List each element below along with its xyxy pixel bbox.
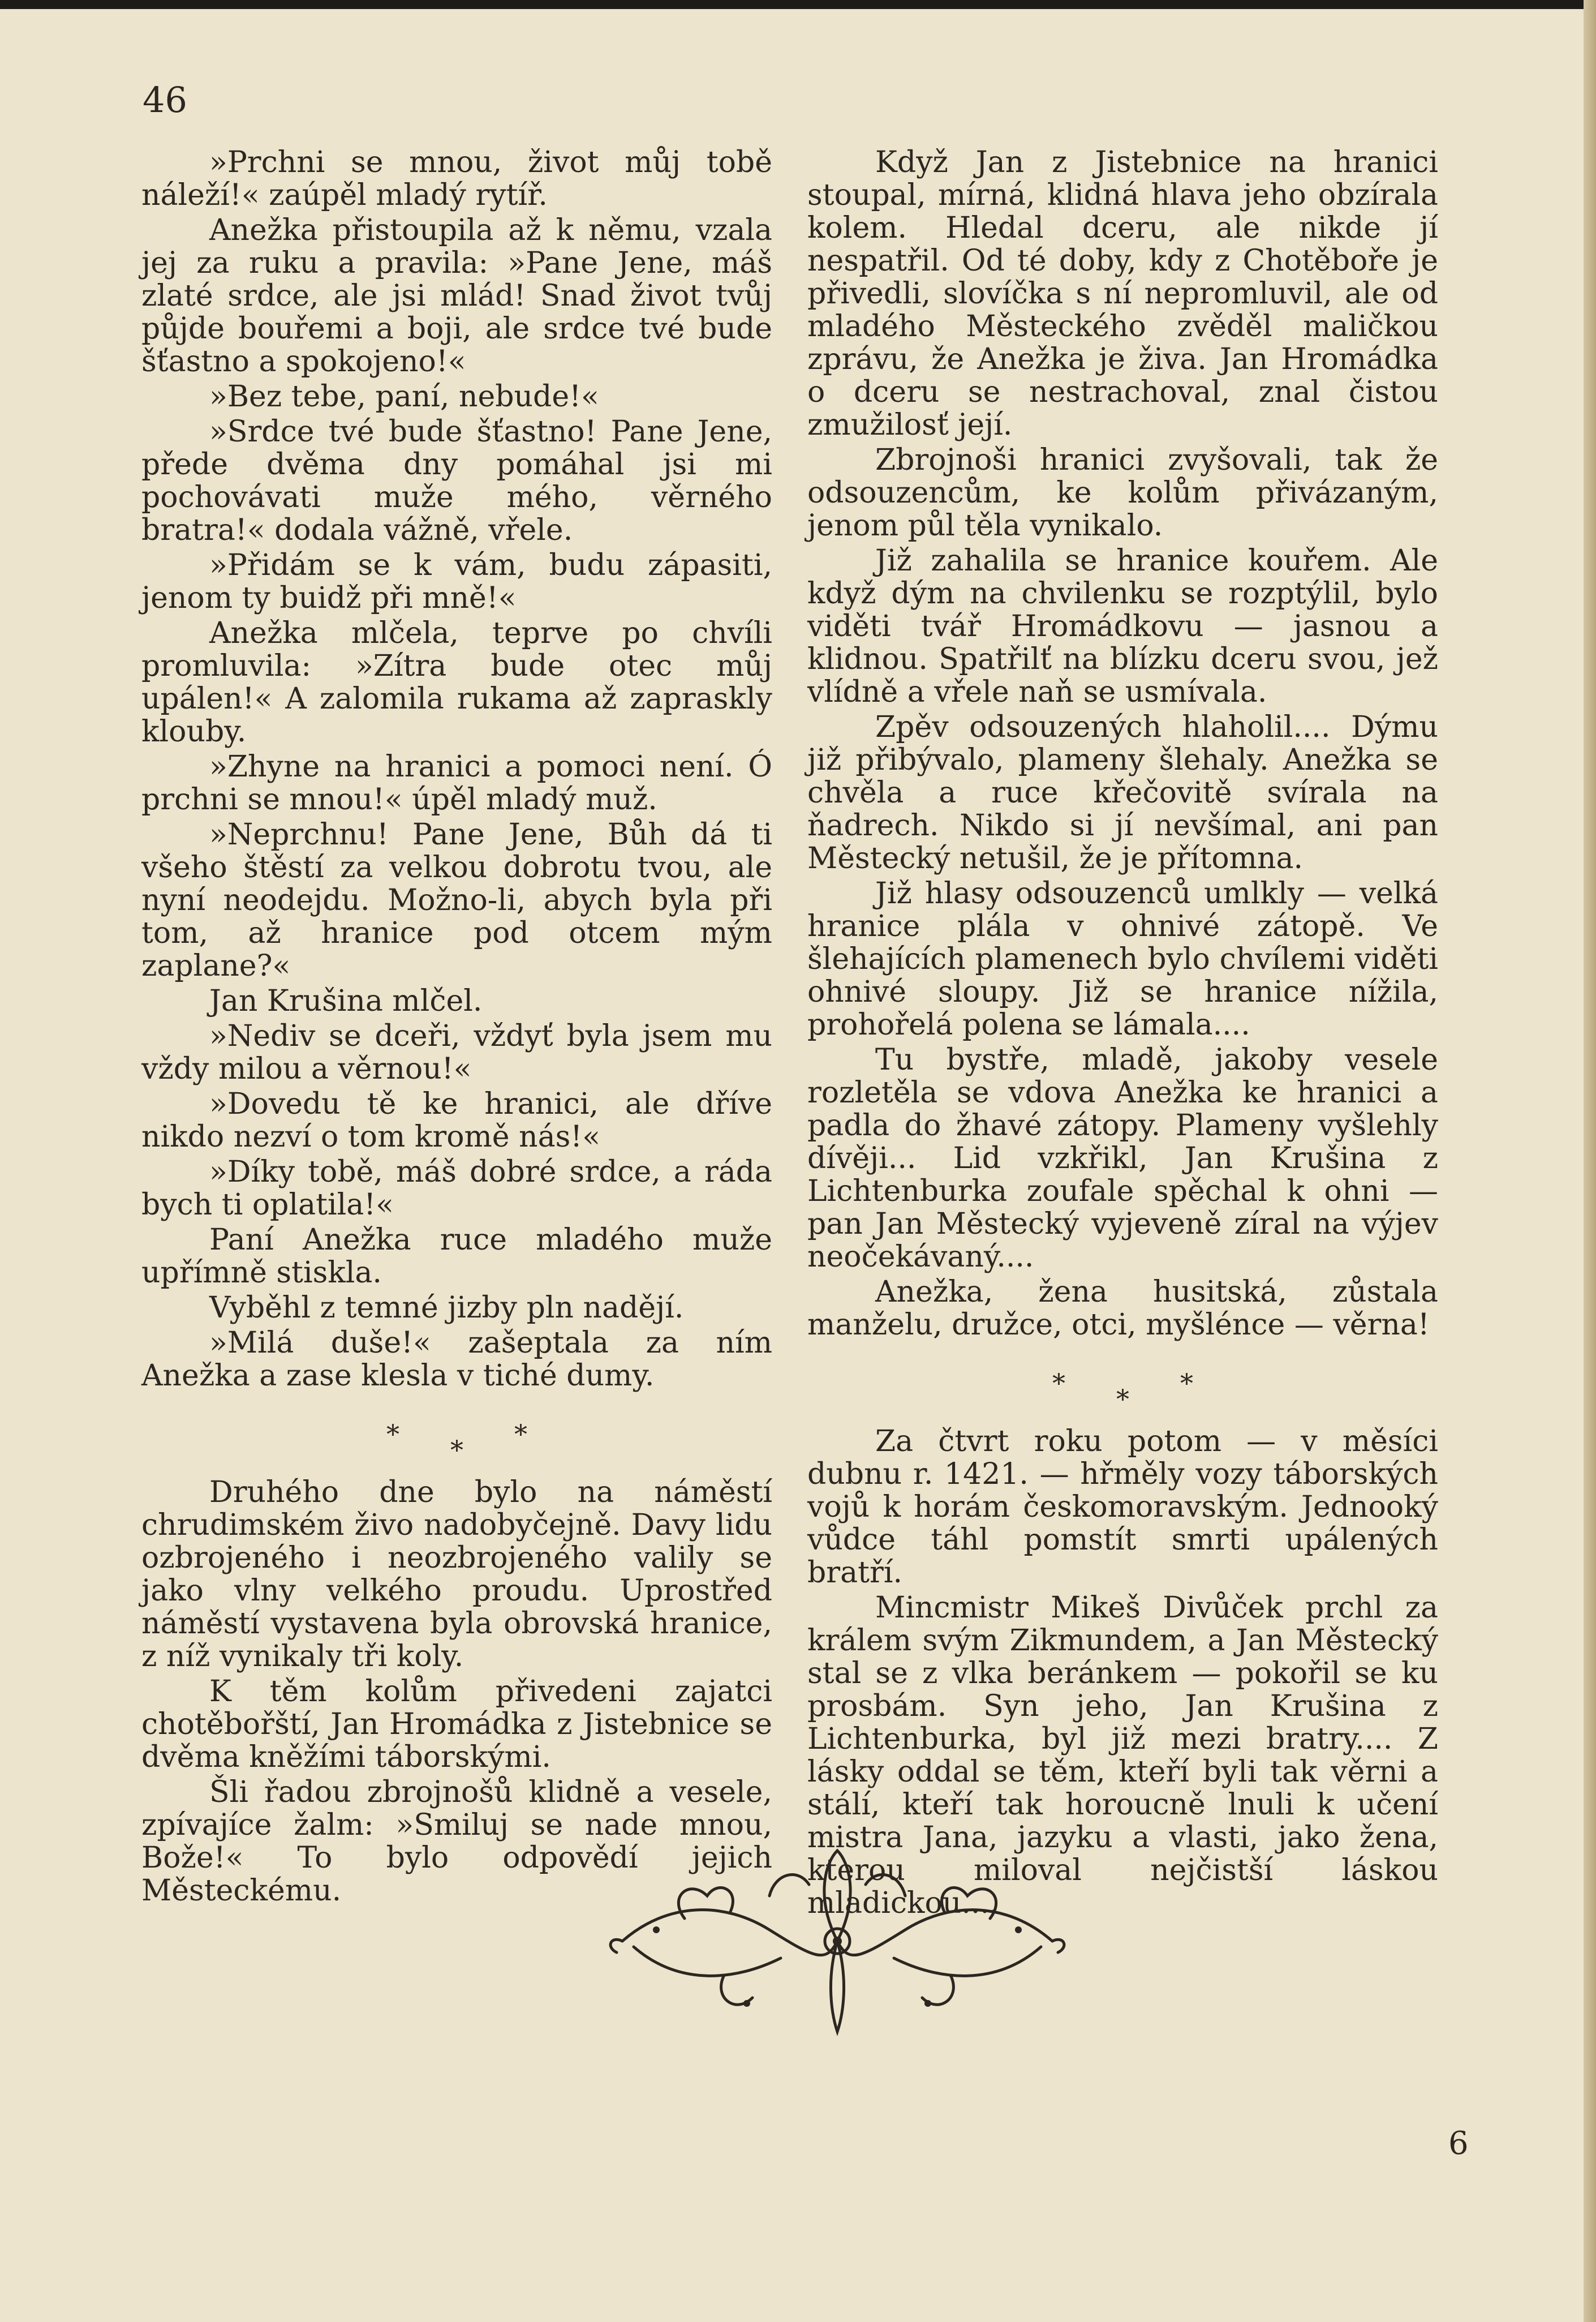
paragraph: »Dovedu tě ke hranici, ale dříve nikdo nezví o tom kromě nás!« bbox=[141, 1087, 772, 1154]
section-separator-left bbox=[141, 1419, 772, 1465]
paragraph: Zbrojnoši hranici zvyšovali, tak že odsouzencům, ke kolům přivázaným, jenom půl těla vynikalo. bbox=[807, 443, 1438, 543]
paragraph: Vyběhl z temné jizby pln nadějí. bbox=[209, 1291, 684, 1325]
separator-star: * bbox=[386, 1419, 450, 1449]
paragraph: Anežka mlčela, teprve po chvíli promluvila: »Zítra bude otec můj upálen!« A zalomila rukama až zapraskly klouby. bbox=[141, 616, 772, 749]
paragraph: »Srdce tvé bude šťastno! Pane Jene, přede dvěma dny pomáhal jsi mi pochovávati muže mého, věrného bratra!« dodala vážně, vřele. bbox=[141, 415, 772, 547]
signature-mark: 6 bbox=[1448, 2125, 1469, 2162]
page-number: 46 bbox=[143, 79, 187, 121]
paragraph: Tu bystře, mladě, jakoby vesele rozletěla se vdova Anežka ke hranici a padla do žhavé zátopy. Plameny vyšlehly dívěji... Lid vzkřikl, Jan Krušina z Lichtenburka zoufale spěchal k ohni — pan Jan Městecký vyjeveně zíral na výjev neočekávaný.... bbox=[807, 1043, 1438, 1274]
page-right-edge bbox=[1584, 0, 1596, 2322]
separator-star: * bbox=[450, 1435, 514, 1465]
page-top-edge bbox=[0, 0, 1596, 9]
paragraph: »Neprchnu! Pane Jene, Bůh dá ti všeho štěstí za velkou dobrotu tvou, ale nyní neodejdu. Možno-li, abych byla při tom, až hranice pod otcem mým zaplane?« bbox=[141, 818, 772, 983]
paragraph: Šli řadou zbrojnošů klidně a vesele, zpívajíce žalm: »Smiluj se nade mnou, Bože!« To bylo odpovědí jejich Městeckému. bbox=[141, 1775, 772, 1908]
right-column bbox=[807, 146, 1438, 1922]
paragraph: »Prchni se mnou, život můj tobě náleží!« zaúpěl mladý rytíř. bbox=[141, 145, 772, 212]
right-paragraphs-a bbox=[807, 146, 1438, 1341]
paragraph: »Přidám se k vám, budu zápasiti, jenom ty buidž při mně!« bbox=[141, 548, 772, 615]
section-separator-right bbox=[807, 1368, 1438, 1414]
separator-star: * bbox=[1180, 1368, 1244, 1398]
paragraph: Paní Anežka ruce mladého muže upřímně stiskla. bbox=[141, 1223, 772, 1290]
left-column bbox=[141, 146, 772, 1909]
paragraph: Anežka přistoupila až k němu, vzala jej za ruku a pravila: »Pane Jene, máš zlaté srdce, ale jsi mlád! Snad život tvůj půjde bouřemi a boji, ale srdce tvé bude šťastno a spokojeno!« bbox=[141, 213, 772, 379]
paragraph: K těm kolům přivedeni zajatci chotěbořští, Jan Hromádka z Jistebnice se dvěma kněžími táborskými. bbox=[141, 1675, 772, 1774]
paragraph: »Bez tebe, paní, nebude!« bbox=[209, 380, 599, 414]
separator-star: * bbox=[1052, 1368, 1116, 1398]
paragraph: »Zhyne na hranici a pomoci není. Ó prchni se mnou!« úpěl mladý muž. bbox=[141, 750, 772, 817]
paragraph: »Milá duše!« zašeptala za ním Anežka a zase klesla v tiché dumy. bbox=[141, 1326, 772, 1393]
left-paragraphs-a bbox=[141, 146, 772, 1392]
separator-star: * bbox=[1116, 1384, 1180, 1414]
paragraph: Když Jan z Jistebnice na hranici stoupal, mírná, klidná hlava jeho obzírala kolem. Hledal dceru, ale nikde jí nespatřil. Od té doby, kdy z Chotěboře je přivedli, slovíčka s ní nepromluvil, ale od mladého Městeckého zvěděl maličkou zprávu, že Anežka je živa. Jan Hromádka o dceru se nestrachoval, znal čistou zmužilosť její. bbox=[807, 145, 1438, 442]
paragraph: Mincmistr Mikeš Divůček prchl za králem svým Zikmundem, a Jan Městecký stal se z vlka beránkem — pokořil se ku prosbám. Syn jeho, Jan Krušina z Lichtenburka, byl již mezi bratry.... Z lásky oddal se těm, kteří byli tak věrni a stálí, kteří tak horoucně lnuli k učení mistra Jana, jazyku a vlasti, jako žena, kterou miloval nejčistší láskou mladickou.... bbox=[807, 1591, 1438, 1920]
separator-star: * bbox=[514, 1419, 578, 1449]
paragraph: Jan Krušina mlčel. bbox=[209, 984, 483, 1018]
paragraph: Již hlasy odsouzenců umlkly — velká hranice plála v ohnivé zátopě. Ve šlehajících plamenech bylo chvílemi viděti ohnivé sloupy. Již se hranice nížila, prohořelá polena se lámala.... bbox=[807, 877, 1438, 1042]
paragraph: Za čtvrt roku potom — v měsíci dubnu r. 1421. — hřměly vozy táborských vojů k horám českomoravským. Jednooký vůdce táhl pomstít smrti upálených bratří. bbox=[807, 1424, 1438, 1590]
paragraph: Zpěv odsouzených hlaholil.... Dýmu již přibývalo, plameny šlehaly. Anežka se chvěla a ruce křečovitě svírala na ňadrech. Nikdo si jí nevšímal, ani pan Městecký netušil, že je přítomna. bbox=[807, 710, 1438, 875]
floral-ornament-icon bbox=[600, 1834, 1075, 2049]
paragraph: Již zahalila se hranice kouřem. Ale když dým na chvilenku se rozptýlil, bylo viděti tvář Hromádkovu — jasnou a klidnou. Spatřilť na blízku dceru svou, jež vlídně a vřele naň se usmívala. bbox=[807, 544, 1438, 709]
paragraph: Druhého dne bylo na náměstí chrudimském živo nadobyčejně. Davy lidu ozbrojeného i neozbrojeného valily se jako vlny velkého proudu. Uprostřed náměstí vystavena byla obrovská hranice, z níž vynikaly tři koly. bbox=[141, 1475, 772, 1673]
paragraph: »Nediv se dceři, vždyť byla jsem mu vždy milou a věrnou!« bbox=[141, 1019, 772, 1086]
paragraph: »Díky tobě, máš dobré srdce, a ráda bych ti oplatila!« bbox=[141, 1155, 772, 1222]
paragraph: Anežka, žena husitská, zůstala manželu, družce, otci, myšlénce — věrna! bbox=[807, 1275, 1438, 1342]
